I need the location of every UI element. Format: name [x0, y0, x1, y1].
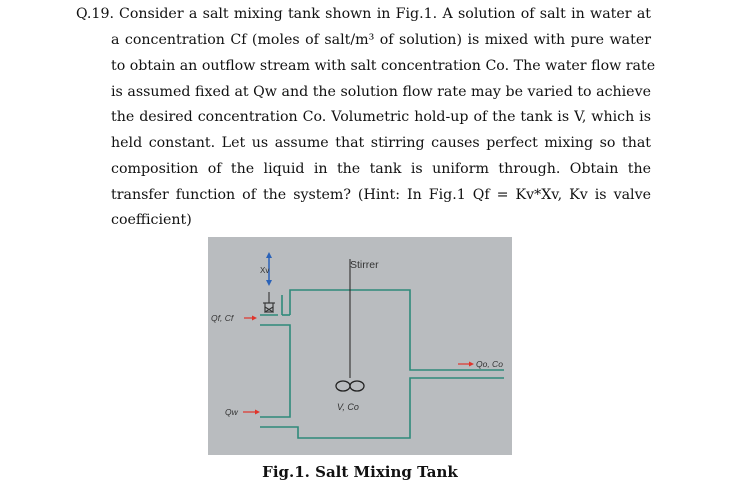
question-line: coefficient) — [111, 212, 192, 228]
water-inlet-arrow — [243, 410, 260, 415]
solution-inlet-label: Qf, Cf — [211, 313, 234, 323]
outlet-arrow — [458, 362, 474, 367]
tank-left-wall — [260, 325, 290, 417]
question-number: Q.19. — [76, 6, 114, 22]
question-line: composition of the liquid in the tank is uniform through. Obtain the — [111, 161, 651, 177]
question-line: a concentration Cf (moles of salt/m³ of solution) is mixed with pure water — [111, 32, 651, 48]
stirrer-label: Stirrer — [350, 259, 379, 271]
tank-right-wall — [260, 378, 504, 438]
figure-caption-text: Fig.1. Salt Mixing Tank — [262, 463, 458, 481]
tank-contents-label: V, Co — [337, 402, 359, 412]
question-line: Consider a salt mixing tank shown in Fig.1. A solution of salt in water at — [119, 6, 651, 22]
outlet-label: Qo, Co — [476, 359, 503, 369]
question-line: transfer function of the system? (Hint: In Fig.1 Qf = Kv*Xv, Kv is valve — [111, 187, 651, 203]
stirrer-icon — [336, 259, 364, 391]
question-line: is assumed fixed at Qw and the solution flow rate may be varied to achieve — [111, 84, 651, 100]
question-line: the desired concentration Co. Volumetric hold-up of the tank is V, which is — [111, 109, 651, 125]
figure-caption — [0, 463, 750, 481]
tank-diagram — [208, 237, 512, 455]
question-line: to obtain an outflow stream with salt concentration Co. The water flow rate — [111, 58, 656, 74]
control-valve — [263, 292, 275, 312]
tank-top-wall — [290, 290, 504, 370]
question-line: held constant. Let us assume that stirring causes perfect mixing so that — [111, 135, 651, 151]
water-inlet-label: Qw — [225, 407, 238, 417]
salt-mixing-tank-figure — [208, 237, 512, 455]
valve-position-label: Xv — [260, 266, 270, 275]
solution-inlet-arrow — [244, 316, 257, 321]
